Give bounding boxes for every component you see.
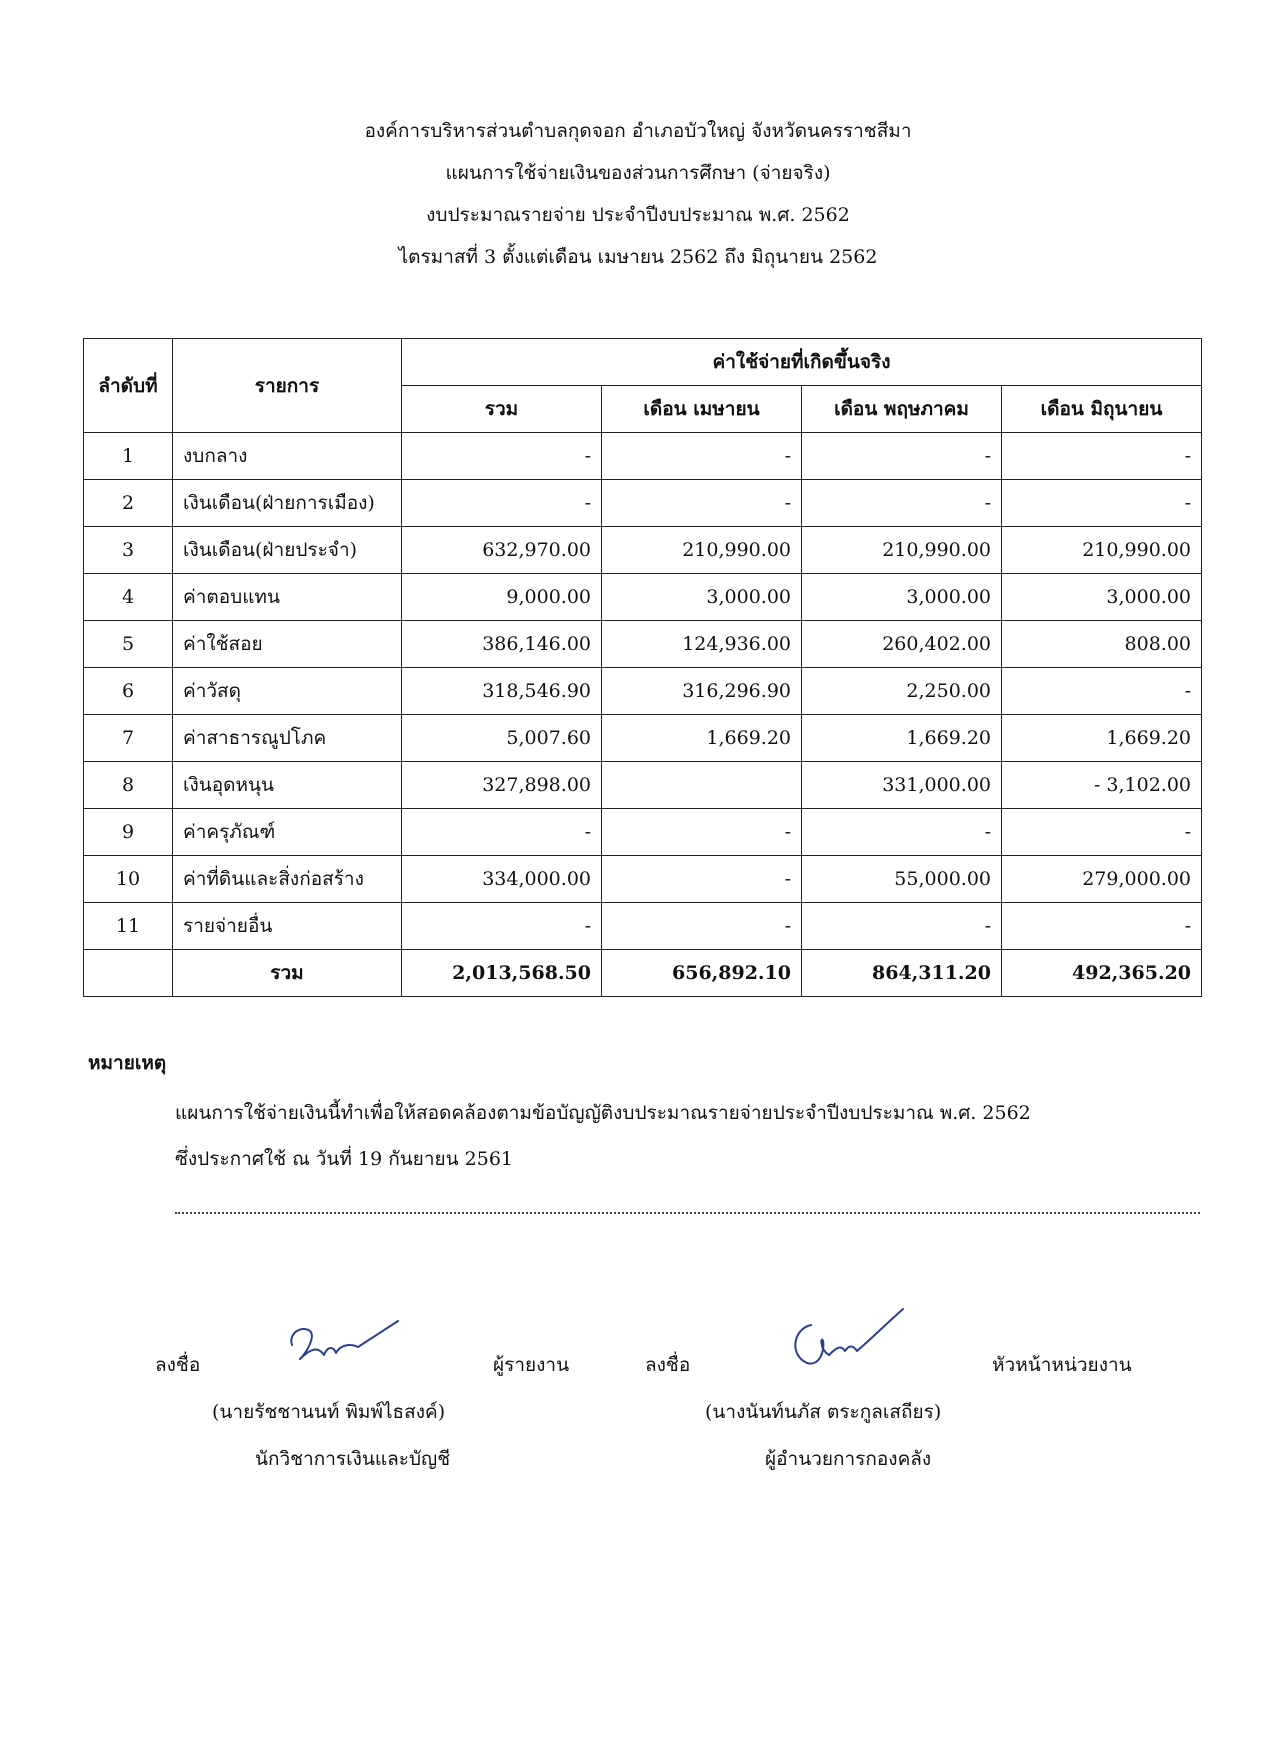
column-header-may: เดือน พฤษภาคม [802,386,1002,433]
row-item: ค่าตอบแทน [173,574,402,621]
table-row [84,574,1202,621]
row-june: 279,000.00 [1002,856,1202,903]
row-item: ค่าครุภัณฑ์ [173,809,402,856]
row-may: 1,669.20 [802,715,1002,762]
row-april: - [602,856,802,903]
table-row [84,668,1202,715]
table-row [84,621,1202,668]
row-june: 808.00 [1002,621,1202,668]
row-item: ค่าใช้สอย [173,621,402,668]
row-april: 124,936.00 [602,621,802,668]
right-signer-position: ผู้อำนวยการกองคลัง [765,1448,932,1470]
total-row-june: 492,365.20 [1002,950,1202,997]
row-number: 10 [84,856,173,903]
row-june: - [1002,668,1202,715]
header-organization: องค์การบริหารส่วนตำบลกุดจอก อำเภอบัวใหญ่ จังหวัดนครราชสีมา [364,120,912,142]
row-item: เงินเดือน(ฝ่ายประจำ) [173,527,402,574]
table-row [84,809,1202,856]
remarks-line-1: แผนการใช้จ่ายเงินนี้ทำเพื่อให้สอดคล้องตามข้อบัญญัติงบประมาณรายจ่ายประจำปีงบประมาณ พ.ศ. 2562 [175,1102,1031,1124]
total-row-april: 656,892.10 [602,950,802,997]
row-total: - [402,809,602,856]
header-plan-title: แผนการใช้จ่ายเงินของส่วนการศึกษา (จ่ายจริง) [445,162,831,184]
column-header-april: เดือน เมษายน [602,386,802,433]
row-number: 3 [84,527,173,574]
total-row-total: 2,013,568.50 [402,950,602,997]
row-total: 318,546.90 [402,668,602,715]
row-april: - [602,433,802,480]
row-number: 2 [84,480,173,527]
row-april: 210,990.00 [602,527,802,574]
expense-table [83,338,1202,997]
row-may: 3,000.00 [802,574,1002,621]
row-number: 7 [84,715,173,762]
header-quarter: ไตรมาสที่ 3 ตั้งแต่เดือน เมษายน 2562 ถึง มิถุนายน 2562 [398,246,878,268]
row-june: 210,990.00 [1002,527,1202,574]
dotted-divider [175,1212,1200,1214]
row-item: งบกลาง [173,433,402,480]
row-june: - [1002,480,1202,527]
table-row [84,903,1202,950]
remarks-line-2: ซึ่งประกาศใช้ ณ วันที่ 19 กันยายน 2561 [175,1148,514,1170]
row-may: 260,402.00 [802,621,1002,668]
row-total: 386,146.00 [402,621,602,668]
column-header-item: รายการ [173,339,402,433]
row-number: 9 [84,809,173,856]
left-role-label: ผู้รายงาน [493,1354,570,1376]
row-april: 3,000.00 [602,574,802,621]
total-row-number [84,950,173,997]
table-row [84,433,1202,480]
row-april: 1,669.20 [602,715,802,762]
row-may: - [802,433,1002,480]
row-number: 8 [84,762,173,809]
row-june: 1,669.20 [1002,715,1202,762]
row-total: 5,007.60 [402,715,602,762]
row-may: 2,250.00 [802,668,1002,715]
row-june: 3,000.00 [1002,574,1202,621]
row-number: 1 [84,433,173,480]
left-signer-position: นักวิชาการเงินและบัญชี [255,1448,451,1470]
row-total: - [402,433,602,480]
table-row [84,527,1202,574]
row-item: เงินเดือน(ฝ่ายการเมือง) [173,480,402,527]
row-total: 327,898.00 [402,762,602,809]
row-june: - [1002,809,1202,856]
row-april [602,762,802,809]
left-signer-name: (นายรัชชานนท์ พิมพ์ไธสงค์) [212,1401,446,1423]
row-total: 632,970.00 [402,527,602,574]
column-header-no: ลำดับที่ [84,339,173,433]
row-number: 11 [84,903,173,950]
table-total-row [84,950,1202,997]
table-row [84,762,1202,809]
row-june: - [1002,433,1202,480]
total-row-may: 864,311.20 [802,950,1002,997]
row-total: - [402,903,602,950]
row-number: 6 [84,668,173,715]
row-item: ค่าวัสดุ [173,668,402,715]
row-april: - [602,903,802,950]
row-may: 210,990.00 [802,527,1002,574]
row-total: 334,000.00 [402,856,602,903]
row-number: 5 [84,621,173,668]
row-april: 316,296.90 [602,668,802,715]
column-header-june: เดือน มิถุนายน [1002,386,1202,433]
header-budget-year: งบประมาณรายจ่าย ประจำปีงบประมาณ พ.ศ. 2562 [426,204,850,226]
row-april: - [602,480,802,527]
right-role-label: หัวหน้าหน่วยงาน [992,1354,1132,1376]
row-number: 4 [84,574,173,621]
left-signature [280,1315,410,1375]
row-item: รายจ่ายอื่น [173,903,402,950]
row-may: 55,000.00 [802,856,1002,903]
row-item: ค่าสาธารณูปโภค [173,715,402,762]
document-header [0,110,1276,278]
column-header-total: รวม [402,386,602,433]
total-row-label: รวม [173,950,402,997]
remarks-title: หมายเหตุ [88,1052,167,1074]
right-sign-label: ลงชื่อ [645,1354,691,1376]
row-may: - [802,809,1002,856]
row-may: - [802,480,1002,527]
row-item: ค่าที่ดินและสิ่งก่อสร้าง [173,856,402,903]
row-total: 9,000.00 [402,574,602,621]
table-row [84,480,1202,527]
table-row [84,715,1202,762]
right-signer-name: (นางนันท์นภัส ตระกูลเสถียร) [705,1401,942,1423]
row-may: - [802,903,1002,950]
column-group-actual-expense: ค่าใช้จ่ายที่เกิดขึ้นจริง [402,339,1202,386]
right-signature [785,1305,915,1377]
row-may: 331,000.00 [802,762,1002,809]
row-total: - [402,480,602,527]
row-april: - [602,809,802,856]
table-row [84,856,1202,903]
row-june: - 3,102.00 [1002,762,1202,809]
row-item: เงินอุดหนุน [173,762,402,809]
row-june: - [1002,903,1202,950]
left-sign-label: ลงชื่อ [155,1354,201,1376]
